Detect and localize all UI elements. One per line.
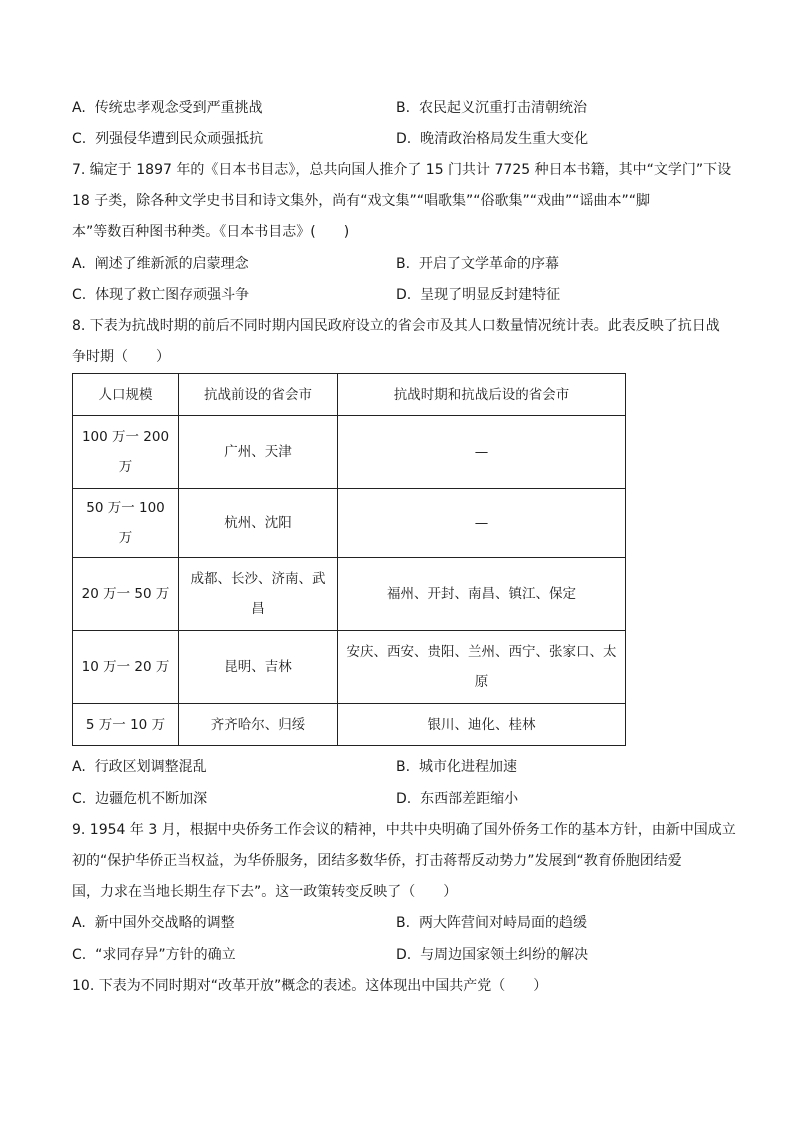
table-cell: 杭州、沈阳 — [179, 489, 338, 558]
q8-options-row-2 — [72, 789, 722, 809]
q7-stem-line-2: 18 子类，除各种文学史书目和诗文集外，尚有“戏文集”“唱歌集”“俗歌集”“戏曲”“谣曲本”“脚 — [72, 193, 651, 209]
q9-option-c[interactable]: C. “求同存异”方针的确立 — [72, 947, 236, 963]
table-cell: 20 万一 50 万 — [73, 558, 179, 631]
q6-option-c[interactable]: C. 列强侵华遭到民众顽强抵抗 — [72, 131, 264, 147]
q10-stem-line-1: 10. 下表为不同时期对“改革开放”概念的表述。这体现出中国共产党（ ） — [72, 978, 548, 994]
q6-options-row-2 — [72, 129, 722, 149]
table-cell: 5 万一 10 万 — [73, 704, 179, 746]
q7-stem-line-3: 本”等数百种图书种类。《日本书目志》( ) — [72, 224, 350, 240]
table-row — [73, 631, 626, 704]
q6-option-a[interactable]: A. 传统忠孝观念受到严重挑战 — [72, 100, 263, 116]
q8-option-d[interactable]: D. 东西部差距缩小 — [396, 791, 519, 807]
q9-option-a[interactable]: A. 新中国外交战略的调整 — [72, 915, 235, 931]
table-header-cell: 人口规模 — [73, 374, 179, 416]
table-cell: 安庆、西安、贵阳、兰州、西宁、张家口、太原 — [338, 631, 626, 704]
table-cell: 广州、天津 — [179, 416, 338, 489]
table-row — [73, 416, 626, 489]
q9-stem-line-3: 国，力求在当地长期生存下去”。这一政策转变反映了（ ） — [72, 884, 458, 900]
q7-option-d[interactable]: D. 呈现了明显反封建特征 — [396, 287, 561, 303]
table-cell: — — [338, 416, 626, 489]
table-cell: 昆明、吉林 — [179, 631, 338, 704]
q6-option-d[interactable]: D. 晚清政治格局发生重大变化 — [396, 131, 589, 147]
q9-options-row-2 — [72, 945, 722, 965]
q9-stem-line-2: 初的“保护华侨正当权益，为华侨服务，团结多数华侨，打击蒋帮反动势力”发展到“教育侨胞团结爱 — [72, 853, 682, 869]
q9-option-d[interactable]: D. 与周边国家领土纠纷的解决 — [396, 947, 589, 963]
table-cell: 10 万一 20 万 — [73, 631, 179, 704]
table-cell: 成都、长沙、济南、武昌 — [179, 558, 338, 631]
table-row — [73, 704, 626, 746]
table-row — [73, 558, 626, 631]
q7-stem-line-1: 7. 编定于 1897 年的《日本书目志》，总共向国人推介了 15 门共计 7725 种日本书籍，其中“文学门”下设 — [72, 162, 732, 178]
table-header-row — [73, 374, 626, 416]
q7-options-row-2 — [72, 285, 722, 305]
q8-stem-line-1: 8. 下表为抗战时期的前后不同时期内国民政府设立的省会市及其人口数量情况统计表。此表反映了抗日战 — [72, 318, 720, 334]
q8-option-b[interactable]: B. 城市化进程加速 — [396, 759, 517, 775]
table-cell: 齐齐哈尔、归绥 — [179, 704, 338, 746]
q8-option-c[interactable]: C. 边疆危机不断加深 — [72, 791, 208, 807]
q8-stem-line-2: 争时期（ ） — [72, 349, 170, 365]
q9-stem-line-1: 9. 1954 年 3 月，根据中央侨务工作会议的精神，中共中央明确了国外侨务工作的基本方针，由新中国成立 — [72, 822, 736, 838]
q6-options-row-1 — [72, 98, 722, 118]
table-cell: 福州、开封、南昌、镇江、保定 — [338, 558, 626, 631]
table-cell: 100 万一 200 万 — [73, 416, 179, 489]
table-cell: 银川、迪化、桂林 — [338, 704, 626, 746]
q7-option-a[interactable]: A. 阐述了维新派的启蒙理念 — [72, 256, 249, 272]
population-table — [72, 373, 626, 746]
q8-option-a[interactable]: A. 行政区划调整混乱 — [72, 759, 207, 775]
table-cell: — — [338, 489, 626, 558]
q8-options-row-1 — [72, 757, 722, 777]
table-row — [73, 489, 626, 558]
q7-option-c[interactable]: C. 体现了救亡图存顽强斗争 — [72, 287, 250, 303]
q9-options-row-1 — [72, 913, 722, 933]
q6-option-b[interactable]: B. 农民起义沉重打击清朝统治 — [396, 100, 587, 116]
q7-option-b[interactable]: B. 开启了文学革命的序幕 — [396, 256, 559, 272]
table-header-cell: 抗战时期和抗战后设的省会市 — [338, 374, 626, 416]
q7-options-row-1 — [72, 254, 722, 274]
table-cell: 50 万一 100 万 — [73, 489, 179, 558]
q9-option-b[interactable]: B. 两大阵营间对峙局面的趋缓 — [396, 915, 587, 931]
table-header-cell: 抗战前设的省会市 — [179, 374, 338, 416]
